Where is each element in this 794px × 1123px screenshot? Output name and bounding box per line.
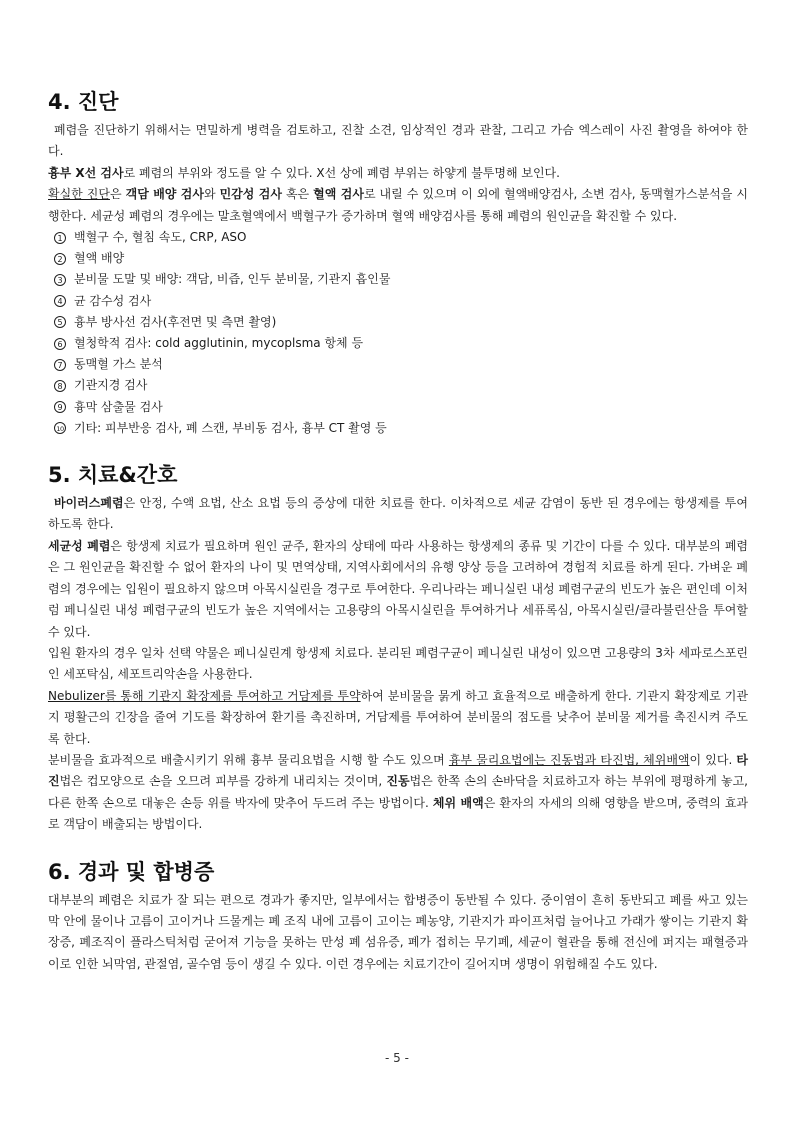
diagnosis-list: [48, 227, 748, 439]
circled-number: 6: [54, 338, 66, 350]
paragraph: 입원 환자의 경우 일차 선택 약물은 페니실린계 항생제 치료다. 분리된 폐렴구균이 페니실린 내성이 있으면 고용량의 3차 세파로스포린인 세포탁심, 세포트리악손을 사용한다.: [48, 645, 748, 682]
list-item: 4 균 감수성 검사: [54, 291, 748, 312]
circled-number: 1: [54, 232, 66, 244]
paragraph: 분비물을 효과적으로 배출시키기 위해 흉부 물리요법을 시행 할 수도 있으며 흉부 물리요법에는 진동법과 타진법, 체위배액이 있다. 타진법은 컵모양으로 손을 오므려 피부를 강하게 내리치는 것이며, 진동법은 한쪽 손의 손바닥을 치료하고자 하는 부위에 평평하게 놓고, 다른 한쪽 손으로 대놓은 손등 위를 박자에 맞추어 두드려 주는 방법이다. 체위 배액은 환자의 자세의 의해 영향을 받으며, 중력의 효과로 객담이 배출되는 방법이다.: [48, 752, 749, 832]
bold-term: 체위 배액: [432, 795, 484, 810]
section-title-treatment: 5. 치료&간호: [48, 463, 178, 488]
circled-number: 4: [54, 295, 66, 307]
circled-number: 8: [54, 380, 66, 392]
paragraph: Nebulizer를 통해 기관지 확장제를 투여하고 거담제를 투약하여 분비물을 묽게 하고 효율적으로 배출하게 한다. 기관지 확장제로 기관지 평활근의 긴장을 줄여 기도를 확장하여 환기를 촉진하며, 거담제를 투여하여 분비물의 점도를 낮추어 분비물 제거를 촉진시켜 주도록 한다.: [48, 688, 748, 746]
bold-term: 바이러스폐렴: [54, 496, 124, 511]
list-item: 9 흉막 삼출물 검사: [54, 397, 748, 418]
circled-number: 7: [54, 359, 66, 371]
list-item: 7 동맥혈 가스 분석: [54, 354, 748, 375]
page-number: - 5 -: [385, 1051, 409, 1065]
list-item: 10 기타: 피부반응 검사, 폐 스캔, 부비동 검사, 흉부 CT 촬영 등: [54, 418, 748, 439]
list-item: 6 혈청학적 검사: cold agglutinin, mycoplsma 항체 등: [54, 333, 748, 354]
bold-term: 객담 배양 검사: [125, 187, 204, 202]
section-title-diagnosis: 4. 진단: [48, 90, 119, 114]
underlined-term: Nebulizer를 통해 기관지 확장제를 투여하고 거담제를 투약: [48, 688, 361, 703]
list-item: 5 흉부 방사선 검사(후전면 및 측면 촬영): [54, 312, 748, 333]
bold-term: 진동: [386, 774, 410, 789]
section-title-prognosis: 6. 경과 및 합병증: [48, 859, 215, 884]
section-prognosis: [48, 858, 748, 976]
list-item: 2 혈액 배양: [54, 248, 748, 269]
bold-term: 세균성 폐렴: [48, 538, 111, 553]
paragraph: 흉부 X선 검사로 폐렴의 부위와 정도를 알 수 있다. X선 상에 폐렴 부위는 하얗게 불투명해 보인다.: [48, 165, 560, 180]
list-item: 3 분비물 도말 및 배양: 객담, 비즙, 인두 분비물, 기관지 흡인물: [54, 269, 748, 290]
bold-term: 민감성 검사: [219, 187, 282, 202]
paragraph: 바이러스폐렴은 안정, 수액 요법, 산소 요법 등의 증상에 대한 치료를 한다. 이차적으로 세균 감염이 동반 된 경우에는 항생제를 투여하도록 한다.: [48, 496, 748, 532]
bold-term: 흉부 X선 검사: [48, 165, 124, 180]
paragraph: 대부분의 폐렴은 치료가 잘 되는 편으로 경과가 좋지만, 일부에서는 합병증이 동반될 수 있다. 중이염이 흔히 동반되고 폐를 싸고 있는 막 안에 물이나 고름이 고이거나 드물게는 폐 조직 내에 고름이 고이는 폐농양, 기관지가 파이프처럼 늘어나고 가래가 쌓이는 기관지 확장증, 폐조직이 플라스틱처럼 굳어져 기능을 못하는 만성 폐 섬유증, 폐가 접히는 무기폐, 세균이 혈관을 통해 전신에 퍼지는 패혈증과 이로 인한 뇌막염, 관절염, 골수염 등이 생길 수 있다. 이런 경우에는 치료기간이 길어지며 생명이 위험해질 수도 있다.: [48, 892, 748, 971]
circled-number: 9: [54, 401, 66, 413]
circled-number: 10: [54, 422, 66, 434]
section-treatment: [48, 461, 748, 836]
circled-number: 3: [54, 274, 66, 286]
underlined-term: 확실한 진단: [48, 187, 110, 202]
paragraph: 폐렴을 진단하기 위해서는 면밀하게 병력을 검토하고, 진찰 소견, 임상적인 경과 관찰, 그리고 가슴 엑스레이 사진 촬영을 하여야 한다.: [48, 123, 748, 159]
paragraph: 세균성 폐렴은 항생제 치료가 필요하며 원인 균주, 환자의 상태에 따라 사용하는 항생제의 종류 및 기간이 다를 수 있다. 대부분의 폐렴은 그 원인균을 확진할 수 없어 환자의 나이 및 면역상태, 지역사회에서의 유행 양상 등을 고려하여 경험적 치료를 하게 된다. 가벼운 폐렴의 경우에는 입원이 필요하지 않으며 아목시실린을 경구로 투여한다. 우리나라는 페니실린 내성 폐렴구균의 빈도가 높은 편인데 이처럼 페니실린 내성 폐렴구균의 빈도가 높은 지역에서는 고용량의 아목시실린을 투여하거나 세퓨록심, 아목시실린/클라불린산을 투여할 수 있다.: [48, 538, 749, 639]
circled-number: 2: [54, 253, 66, 265]
bold-term: 혈액 검사: [313, 187, 364, 202]
circled-number: 5: [54, 316, 66, 328]
document-page: [48, 88, 748, 997]
underlined-term: 흉부 물리요법에는 진동법과 타진법, 체위배액: [448, 752, 690, 767]
list-item: 1 백혈구 수, 혈침 속도, CRP, ASO: [54, 227, 748, 248]
section-diagnosis: [48, 88, 748, 439]
list-item: 8 기관지경 검사: [54, 375, 748, 396]
paragraph: 확실한 진단은 객담 배양 검사와 민감성 검사 혹은 혈액 검사로 내릴 수 있으며 이 외에 혈액배양검사, 소변 검사, 동맥혈가스분석을 시행한다. 세균성 폐렴의 경우에는 말초혈액에서 백혈구가 증가하며 혈액 배양검사를 통해 폐렴의 원인균을 확진할 수 있다.: [48, 187, 748, 223]
bold-term: 타진: [48, 752, 748, 789]
